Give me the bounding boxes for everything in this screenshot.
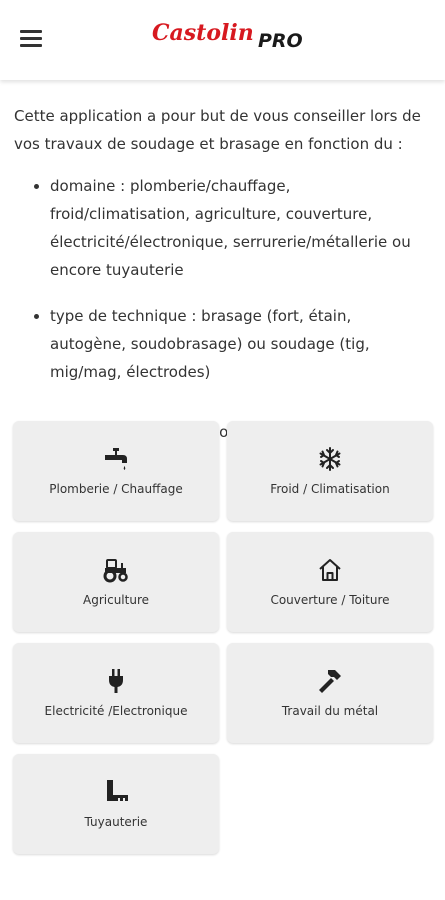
hammer-icon	[316, 667, 344, 695]
intro-text: Cette application a pour but de vous conseiller lors de vos travaux de soudage et brasage en fonction du :	[14, 107, 421, 153]
category-label: Agriculture	[83, 593, 149, 607]
category-grid	[13, 421, 433, 854]
tractor-icon	[102, 556, 130, 584]
category-label: Tuyauterie	[84, 815, 148, 829]
category-card-electricite[interactable]	[13, 643, 219, 743]
house-icon	[316, 556, 344, 584]
bullet-technique: • type de technique : brasage (fort, étain, autogène, soudobrasage) ou soudage (tig, mig/mag, électrodes)	[50, 302, 431, 386]
app-header	[0, 0, 445, 80]
snowflake-icon	[316, 445, 344, 473]
main-content	[0, 80, 445, 446]
category-card-froid[interactable]	[227, 421, 433, 521]
logo-pro-text: PRO	[258, 30, 303, 52]
castolin-pro-logo	[152, 20, 312, 56]
category-card-agriculture[interactable]	[13, 532, 219, 632]
category-card-plomberie[interactable]	[13, 421, 219, 521]
category-label: Froid / Climatisation	[270, 482, 390, 496]
ruler-icon	[102, 778, 130, 806]
faucet-icon	[102, 445, 130, 473]
domain-list	[0, 172, 431, 386]
category-label: Plomberie / Chauffage	[49, 482, 183, 496]
hamburger-icon[interactable]	[20, 30, 42, 48]
category-label: Electricité /Electronique	[44, 704, 188, 718]
plug-icon	[102, 667, 130, 695]
category-card-metal[interactable]	[227, 643, 433, 743]
category-card-tuyauterie[interactable]	[13, 754, 219, 854]
category-card-couverture[interactable]	[227, 532, 433, 632]
category-label: Travail du métal	[281, 704, 379, 718]
logo-text: Castolin	[152, 20, 254, 46]
category-label: Couverture / Toiture	[270, 593, 390, 607]
bullet-domain: • domaine : plomberie/chauffage, froid/climatisation, agriculture, couverture, électricité/électronique, serrurerie/métallerie ou encore tuyauterie	[50, 172, 431, 284]
